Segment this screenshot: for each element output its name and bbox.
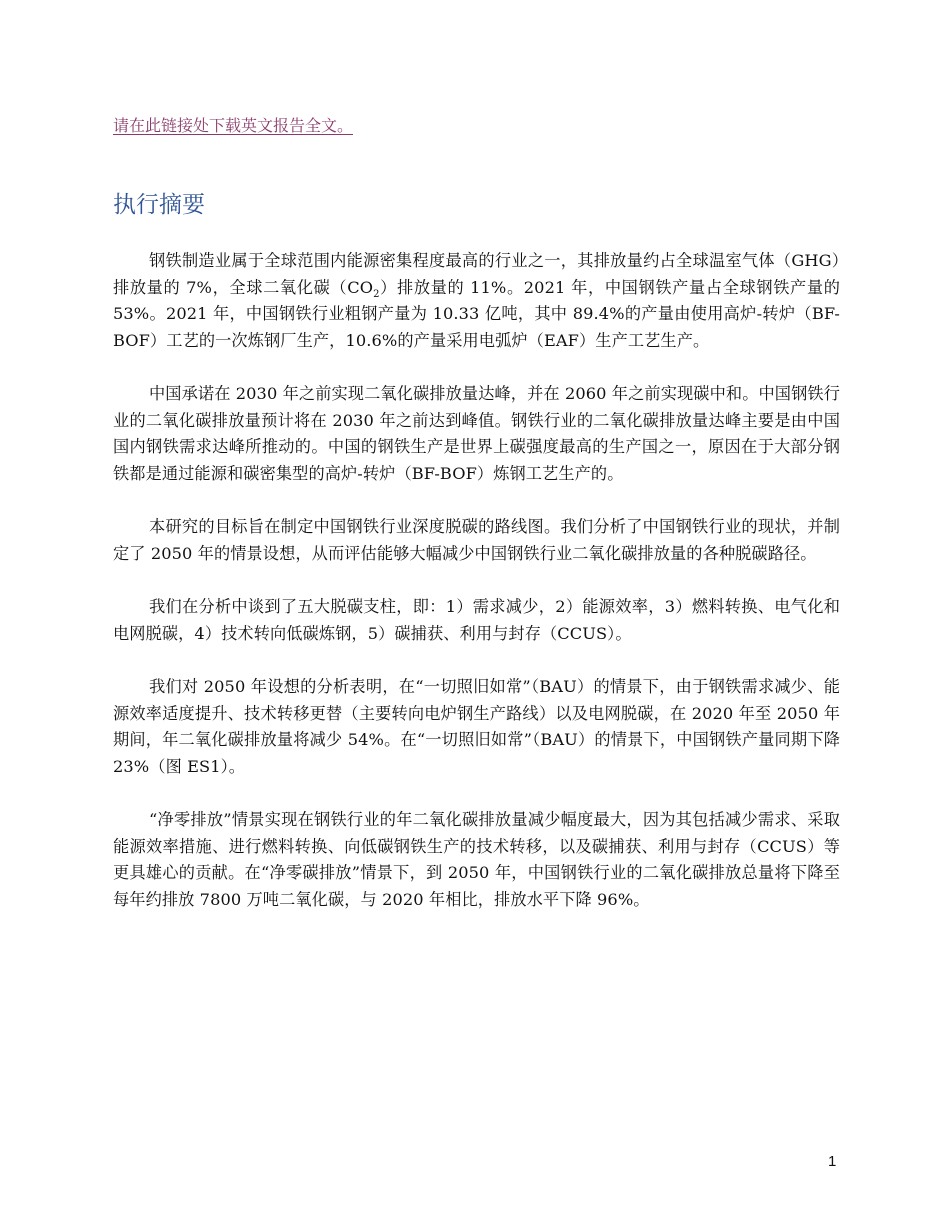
paragraph-5: 我们对 2050 年设想的分析表明，在“一切照旧如常”（BAU）的情景下，由于钢铁需求减少、能源效率适度提升、技术转移更替（主要转向电炉钢生产路线）以及电网脱碳，在 2020 年至 2050 年期间，年二氧化碳排放量将减少 54%。在“一切照旧如常”（BAU）的情景下，中国钢铁产量同期下降 23%（图 ES1）。 [113, 677, 840, 776]
body-text [113, 248, 840, 940]
paragraph-3: 本研究的目标旨在制定中国钢铁行业深度脱碳的路线图。我们分析了中国钢铁行业的现状，并制定了 2050 年的情景设想，从而评估能够大幅减少中国钢铁行业二氧化碳排放量的各种脱碳路径。 [113, 517, 840, 563]
page-number: 1 [828, 1153, 837, 1170]
paragraph-1-text-b: ）排放量的 11%。2021 年，中国钢铁产量占全球钢铁产量的 53%。2021 年，中国钢铁行业粗钢产量为 10.33 亿吨，其中 89.4%的产量由使用高炉-转炉（BF-BOF）工艺的一次炼钢厂生产，10.6%的产量采用电弧炉（EAF）生产工艺生产。 [113, 277, 840, 350]
paragraph-6: “净零排放”情景实现在钢铁行业的年二氧化碳排放量减少幅度最大，因为其包括减少需求、采取能源效率措施、进行燃料转换、向低碳钢铁生产的技术转移，以及碳捕获、利用与封存（CCUS）等更具雄心的贡献。在“净零碳排放”情景下，到 2050 年，中国钢铁行业的二氧化碳排放总量将下降至每年约排放 7800 万吨二氧化碳，与 2020 年相比，排放水平下降 96%。 [113, 810, 840, 909]
download-report-link[interactable]: 请在此链接处下载英文报告全文。 [113, 116, 354, 135]
section-title: 执行摘要 [113, 192, 205, 218]
paragraph-1-text-a: 钢铁制造业属于全球范围内能源密集程度最高的行业之一，其排放量约占全球温室气体（GHG）排放量的 7%，全球二氧化碳（CO [113, 251, 840, 297]
paragraph-1 [113, 248, 840, 354]
paragraph-2: 中国承诺在 2030 年之前实现二氧化碳排放量达峰，并在 2060 年之前实现碳中和。中国钢铁行业的二氧化碳排放量预计将在 2030 年之前达到峰值。钢铁行业的二氧化碳排放量达峰主要是由中国国内钢铁需求达峰所推动的。中国的钢铁生产是世界上碳强度最高的生产国之一，原因在于大部分钢铁都是通过能源和碳密集型的高炉-转炉（BF-BOF）炼钢工艺生产的。 [113, 384, 840, 483]
co2-subscript: 2 [373, 288, 380, 300]
paragraph-4: 我们在分析中谈到了五大脱碳支柱，即：1）需求减少，2）能源效率，3）燃料转换、电气化和电网脱碳，4）技术转向低碳炼钢，5）碳捕获、利用与封存（CCUS）。 [113, 597, 840, 643]
